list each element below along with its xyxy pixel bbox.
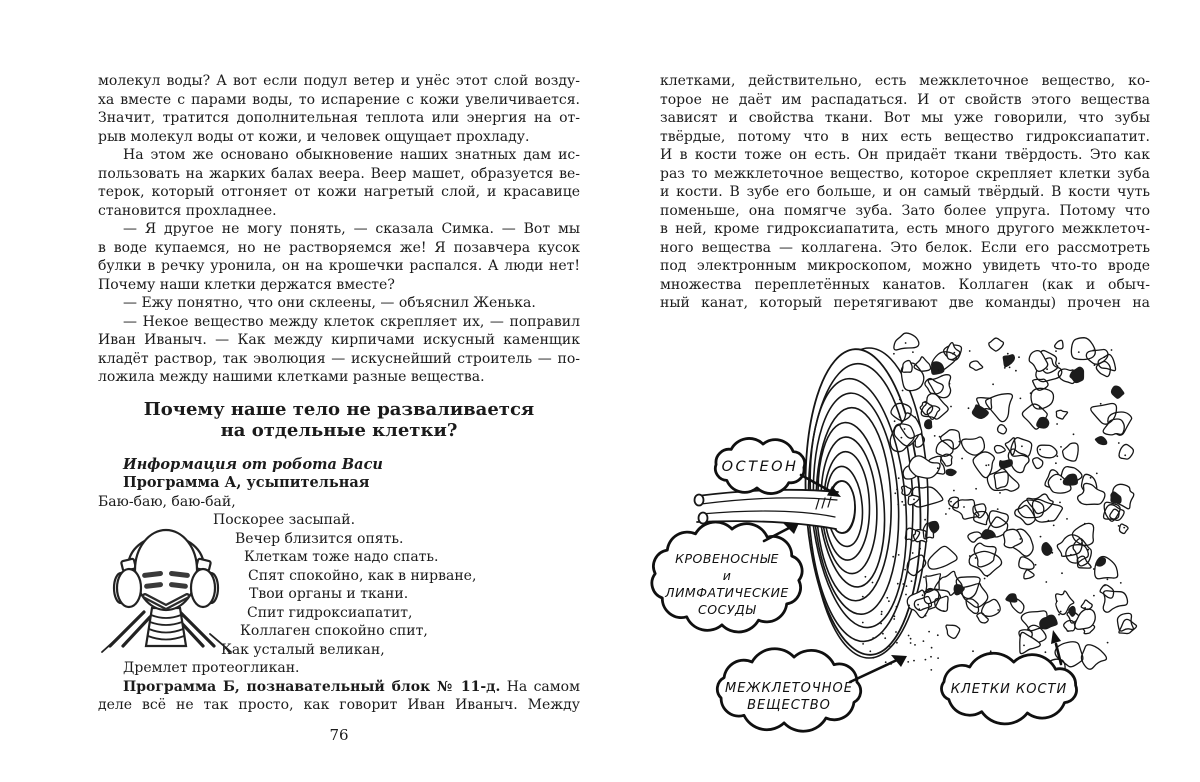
text-line: терок, который отгоняет от кожи нагретый слой, и красавице bbox=[98, 184, 580, 200]
text-line: становится прохладнее. bbox=[98, 202, 277, 219]
program-b-title: Программа Б, познавательный блок № 11-д. bbox=[123, 678, 501, 695]
text-line: ложила между нашими клетками разные вещества. bbox=[98, 369, 485, 385]
robot-vasya-illustration bbox=[92, 512, 270, 654]
text-line: И в кости тоже он есть. Он придаёт ткани твёрдость. Это как bbox=[660, 147, 1150, 163]
verse-line: Спит гидроксиапатит, bbox=[247, 604, 413, 621]
text-line: рыв молекул воды от кожи, и человек ощущает прохладу. bbox=[98, 128, 530, 145]
verse-line: Твои органы и ткани. bbox=[249, 586, 409, 602]
label-vessels-2: и bbox=[722, 568, 732, 583]
verse-line: Вечер близится опять. bbox=[235, 530, 404, 547]
verse-line: Клеткам тоже надо спать. bbox=[244, 549, 439, 565]
robot-info-line: Информация от робота Васи bbox=[123, 455, 383, 473]
page-number: 76 bbox=[329, 726, 349, 744]
text-line: кладёт раствор, так эволюция — искуснейший строитель — по- bbox=[98, 350, 580, 367]
program-b-line bbox=[98, 678, 580, 697]
verse-line: Спят спокойно, как в нирване, bbox=[248, 567, 477, 584]
text-line: под электронным микроскопом, можно увидеть что-то вроде bbox=[660, 258, 1150, 274]
label-osteon: ОСТЕОН bbox=[721, 459, 799, 475]
text-line: раз то межклеточное вещество, которое скрепляет клетки зуба bbox=[660, 165, 1150, 182]
verse-line: Баю-баю, баю-бай, bbox=[98, 493, 236, 510]
osteon-figure bbox=[640, 330, 1160, 775]
program-b-rest: На самом bbox=[500, 678, 580, 695]
text-line: торое не даёт им распадаться. И от свойств этого вещества bbox=[660, 91, 1150, 108]
verse-line: Как усталый великан, bbox=[221, 641, 385, 658]
text-line: в воде купаемся, но не растворяемся же! Я позавчера кусок bbox=[98, 239, 580, 256]
verse-line: Коллаген спокойно спит, bbox=[240, 623, 428, 639]
label-vessels-1: КРОВЕНОСНЫЕ bbox=[675, 551, 779, 566]
label-vessels-4: СОСУДЫ bbox=[698, 602, 756, 617]
text-line: Иван Иваныч. — Как между кирпичами искусный каменщик bbox=[98, 332, 580, 348]
program-a-line: Программа А, усыпительная bbox=[123, 474, 370, 491]
text-line: Значит, тратится дополнительная теплота или энергия на от- bbox=[98, 110, 580, 126]
section-heading bbox=[98, 399, 580, 441]
label-intercellular-2: ВЕЩЕСТВО bbox=[747, 698, 831, 713]
label-bone-cells: КЛЕТКИ КОСТИ bbox=[950, 682, 1068, 697]
text-line: — Я другое не могу понять, — сказала Симка. — Вот мы bbox=[123, 221, 580, 237]
text-line: пользовать на жарких балах веера. Веер машет, образуется ве- bbox=[98, 165, 580, 182]
text-line: Почему наши клетки держатся вместе? bbox=[98, 276, 395, 293]
intercellular-arrow bbox=[850, 660, 897, 682]
text-line: ного вещества — коллагена. Это белок. Если его рассмотреть bbox=[660, 239, 1150, 256]
robot-neck-icon bbox=[146, 608, 186, 646]
text-line: ха вместе с парами воды, то испарение с кожи увеличивается. bbox=[98, 91, 580, 108]
text-line: и кости. В зубе его больше, и он самый твёрдый. В кости чуть bbox=[660, 184, 1150, 200]
right-page-column bbox=[660, 72, 1150, 313]
text-line: зависят и свойства ткани. Вот мы уже говорили, что зубы bbox=[660, 110, 1150, 126]
text-line: деле всё не так просто, как говорит Иван Иваныч. Между bbox=[98, 697, 580, 713]
text-line: твёрдые, потому что в них есть вещество гидроксиапатит. bbox=[660, 128, 1150, 145]
heading-line: на отдельные клетки? bbox=[220, 419, 458, 441]
heading-line: Почему наше тело не разваливается bbox=[143, 398, 535, 420]
text-line: ный канат, который перетягивают две команды) прочен на bbox=[660, 295, 1150, 311]
text-line: молекул воды? А вот если подул ветер и унёс этот слой возду- bbox=[98, 73, 580, 89]
text-line: поменьше, она помягче зуба. Зато более упруга. Потому что bbox=[660, 202, 1150, 219]
label-vessels-3: ЛИМФАТИЧЕСКИЕ bbox=[665, 585, 789, 600]
verse-line: Дремлет протеогликан. bbox=[123, 660, 300, 676]
text-line: булки в речку уронила, он на крошечки распался. А люди нет! bbox=[98, 258, 580, 274]
text-line: — Некое вещество между клеток скрепляет их, — поправил bbox=[123, 313, 580, 330]
text-line: На этом же основано обыкновение наших знатных дам ис- bbox=[123, 147, 580, 163]
text-line: множества переплетённых канатов. Коллаген (как и обыч- bbox=[660, 276, 1150, 293]
text-line: в ней, кроме гидроксиапатита, есть много другого межклеточ- bbox=[660, 221, 1150, 237]
verse-line: Поскорее засыпай. bbox=[213, 512, 356, 528]
text-line: — Ежу понятно, что они склеены, — объяснил Женька. bbox=[123, 295, 536, 311]
text-line: клетками, действительно, есть межклеточное вещество, ко- bbox=[660, 73, 1150, 89]
right-body-text bbox=[660, 72, 1150, 313]
robot-head-icon bbox=[135, 530, 197, 610]
label-intercellular-1: МЕЖКЛЕТОЧНОЕ bbox=[725, 681, 853, 696]
left-body-text bbox=[98, 72, 580, 387]
